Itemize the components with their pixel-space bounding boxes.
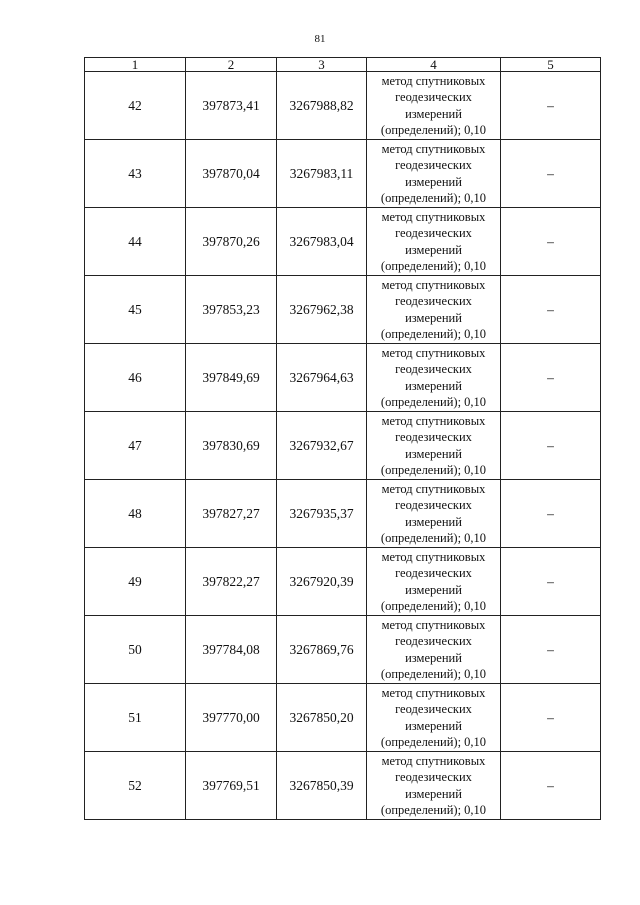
header-col-4: 4 [367, 58, 501, 72]
table-row [85, 548, 601, 616]
note-cell: – [501, 72, 601, 140]
table-row [85, 276, 601, 344]
method-cell [367, 684, 501, 752]
table-row [85, 72, 601, 140]
method-cell [367, 616, 501, 684]
method-text-line: измерений [405, 514, 462, 529]
note-cell: – [501, 548, 601, 616]
x-coordinate-cell: 397853,23 [186, 276, 277, 344]
x-coordinate-cell: 397830,69 [186, 412, 277, 480]
method-text-line: метод спутниковых [381, 73, 486, 88]
method-text-line: (определений); 0,10 [380, 803, 487, 817]
x-coordinate-cell: 397873,41 [186, 72, 277, 140]
method-text-line: (определений); 0,10 [380, 395, 487, 409]
point-number-cell: 46 [85, 344, 186, 412]
method-text-line: геодезических [395, 294, 472, 308]
point-number-cell: 49 [85, 548, 186, 616]
note-cell: – [501, 752, 601, 820]
method-cell [367, 412, 501, 480]
method-text-line: геодезических [395, 362, 472, 376]
table-row [85, 140, 601, 208]
method-text-line: измерений [405, 106, 462, 121]
method-text-line: метод спутниковых [381, 345, 486, 360]
y-coordinate-cell: 3267983,04 [277, 208, 367, 276]
method-cell [367, 140, 501, 208]
point-number-cell: 45 [85, 276, 186, 344]
method-text-line: метод спутниковых [381, 685, 486, 700]
note-cell: – [501, 480, 601, 548]
y-coordinate-cell: 3267962,38 [277, 276, 367, 344]
note-cell: – [501, 208, 601, 276]
x-coordinate-cell: 397769,51 [186, 752, 277, 820]
note-cell: – [501, 616, 601, 684]
table-row [85, 412, 601, 480]
method-text-line: геодезических [395, 226, 472, 240]
method-text-line: (определений); 0,10 [380, 667, 487, 681]
method-text-line: метод спутниковых [381, 549, 486, 564]
y-coordinate-cell: 3267983,11 [277, 140, 367, 208]
method-text-line: измерений [405, 650, 462, 665]
header-col-5: 5 [501, 58, 601, 72]
x-coordinate-cell: 397870,26 [186, 208, 277, 276]
x-coordinate-cell: 397870,04 [186, 140, 277, 208]
method-text-line: (определений); 0,10 [380, 531, 487, 545]
method-text-line: геодезических [395, 634, 472, 648]
method-cell [367, 276, 501, 344]
method-cell [367, 208, 501, 276]
method-text-line: измерений [405, 310, 462, 325]
method-text-line: геодезических [395, 90, 472, 104]
note-cell: – [501, 412, 601, 480]
method-cell [367, 548, 501, 616]
method-text-line: измерений [405, 378, 462, 393]
y-coordinate-cell: 3267920,39 [277, 548, 367, 616]
method-text-line: (определений); 0,10 [380, 123, 487, 137]
method-text-line: измерений [405, 446, 462, 461]
y-coordinate-cell: 3267850,20 [277, 684, 367, 752]
table-header [85, 58, 601, 72]
table-row [85, 616, 601, 684]
method-text-line: измерений [405, 242, 462, 257]
note-cell: – [501, 684, 601, 752]
table-row [85, 344, 601, 412]
method-text-line: (определений); 0,10 [380, 735, 487, 749]
note-cell: – [501, 140, 601, 208]
point-number-cell: 50 [85, 616, 186, 684]
point-number-cell: 52 [85, 752, 186, 820]
method-cell [367, 752, 501, 820]
method-text-line: геодезических [395, 158, 472, 172]
header-col-3: 3 [277, 58, 367, 72]
x-coordinate-cell: 397770,00 [186, 684, 277, 752]
y-coordinate-cell: 3267988,82 [277, 72, 367, 140]
x-coordinate-cell: 397827,27 [186, 480, 277, 548]
point-number-cell: 42 [85, 72, 186, 140]
method-text-line: (определений); 0,10 [380, 599, 487, 613]
method-text-line: метод спутниковых [381, 413, 486, 428]
method-text-line: метод спутниковых [381, 617, 486, 632]
point-number-cell: 47 [85, 412, 186, 480]
x-coordinate-cell: 397849,69 [186, 344, 277, 412]
note-cell: – [501, 276, 601, 344]
table-row [85, 752, 601, 820]
point-number-cell: 48 [85, 480, 186, 548]
y-coordinate-cell: 3267935,37 [277, 480, 367, 548]
method-text-line: измерений [405, 786, 462, 801]
method-cell [367, 480, 501, 548]
note-cell: – [501, 344, 601, 412]
coordinates-table [84, 57, 601, 820]
method-text-line: (определений); 0,10 [380, 191, 487, 205]
header-col-2: 2 [186, 58, 277, 72]
point-number-cell: 44 [85, 208, 186, 276]
point-number-cell: 51 [85, 684, 186, 752]
header-row [85, 58, 601, 72]
method-text-line: (определений); 0,10 [380, 259, 487, 273]
table-row [85, 684, 601, 752]
method-text-line: геодезических [395, 770, 472, 784]
method-text-line: измерений [405, 174, 462, 189]
point-number-cell: 43 [85, 140, 186, 208]
method-text-line: (определений); 0,10 [380, 463, 487, 477]
method-text-line: геодезических [395, 566, 472, 580]
method-text-line: измерений [405, 582, 462, 597]
method-text-line: геодезических [395, 498, 472, 512]
page-number: 81 [314, 33, 326, 45]
header-col-1: 1 [85, 58, 186, 72]
y-coordinate-cell: 3267932,67 [277, 412, 367, 480]
x-coordinate-cell: 397822,27 [186, 548, 277, 616]
y-coordinate-cell: 3267869,76 [277, 616, 367, 684]
method-text-line: метод спутниковых [381, 277, 486, 292]
method-text-line: метод спутниковых [381, 141, 486, 156]
method-text-line: метод спутниковых [381, 209, 486, 224]
method-cell [367, 72, 501, 140]
method-text-line: метод спутниковых [381, 753, 486, 768]
method-text-line: измерений [405, 718, 462, 733]
method-text-line: (определений); 0,10 [380, 327, 487, 341]
method-text-line: метод спутниковых [381, 481, 486, 496]
y-coordinate-cell: 3267964,63 [277, 344, 367, 412]
method-text-line: геодезических [395, 430, 472, 444]
method-text-line: геодезических [395, 702, 472, 716]
x-coordinate-cell: 397784,08 [186, 616, 277, 684]
table-row [85, 480, 601, 548]
table-body [85, 72, 601, 820]
y-coordinate-cell: 3267850,39 [277, 752, 367, 820]
method-cell [367, 344, 501, 412]
table-row [85, 208, 601, 276]
